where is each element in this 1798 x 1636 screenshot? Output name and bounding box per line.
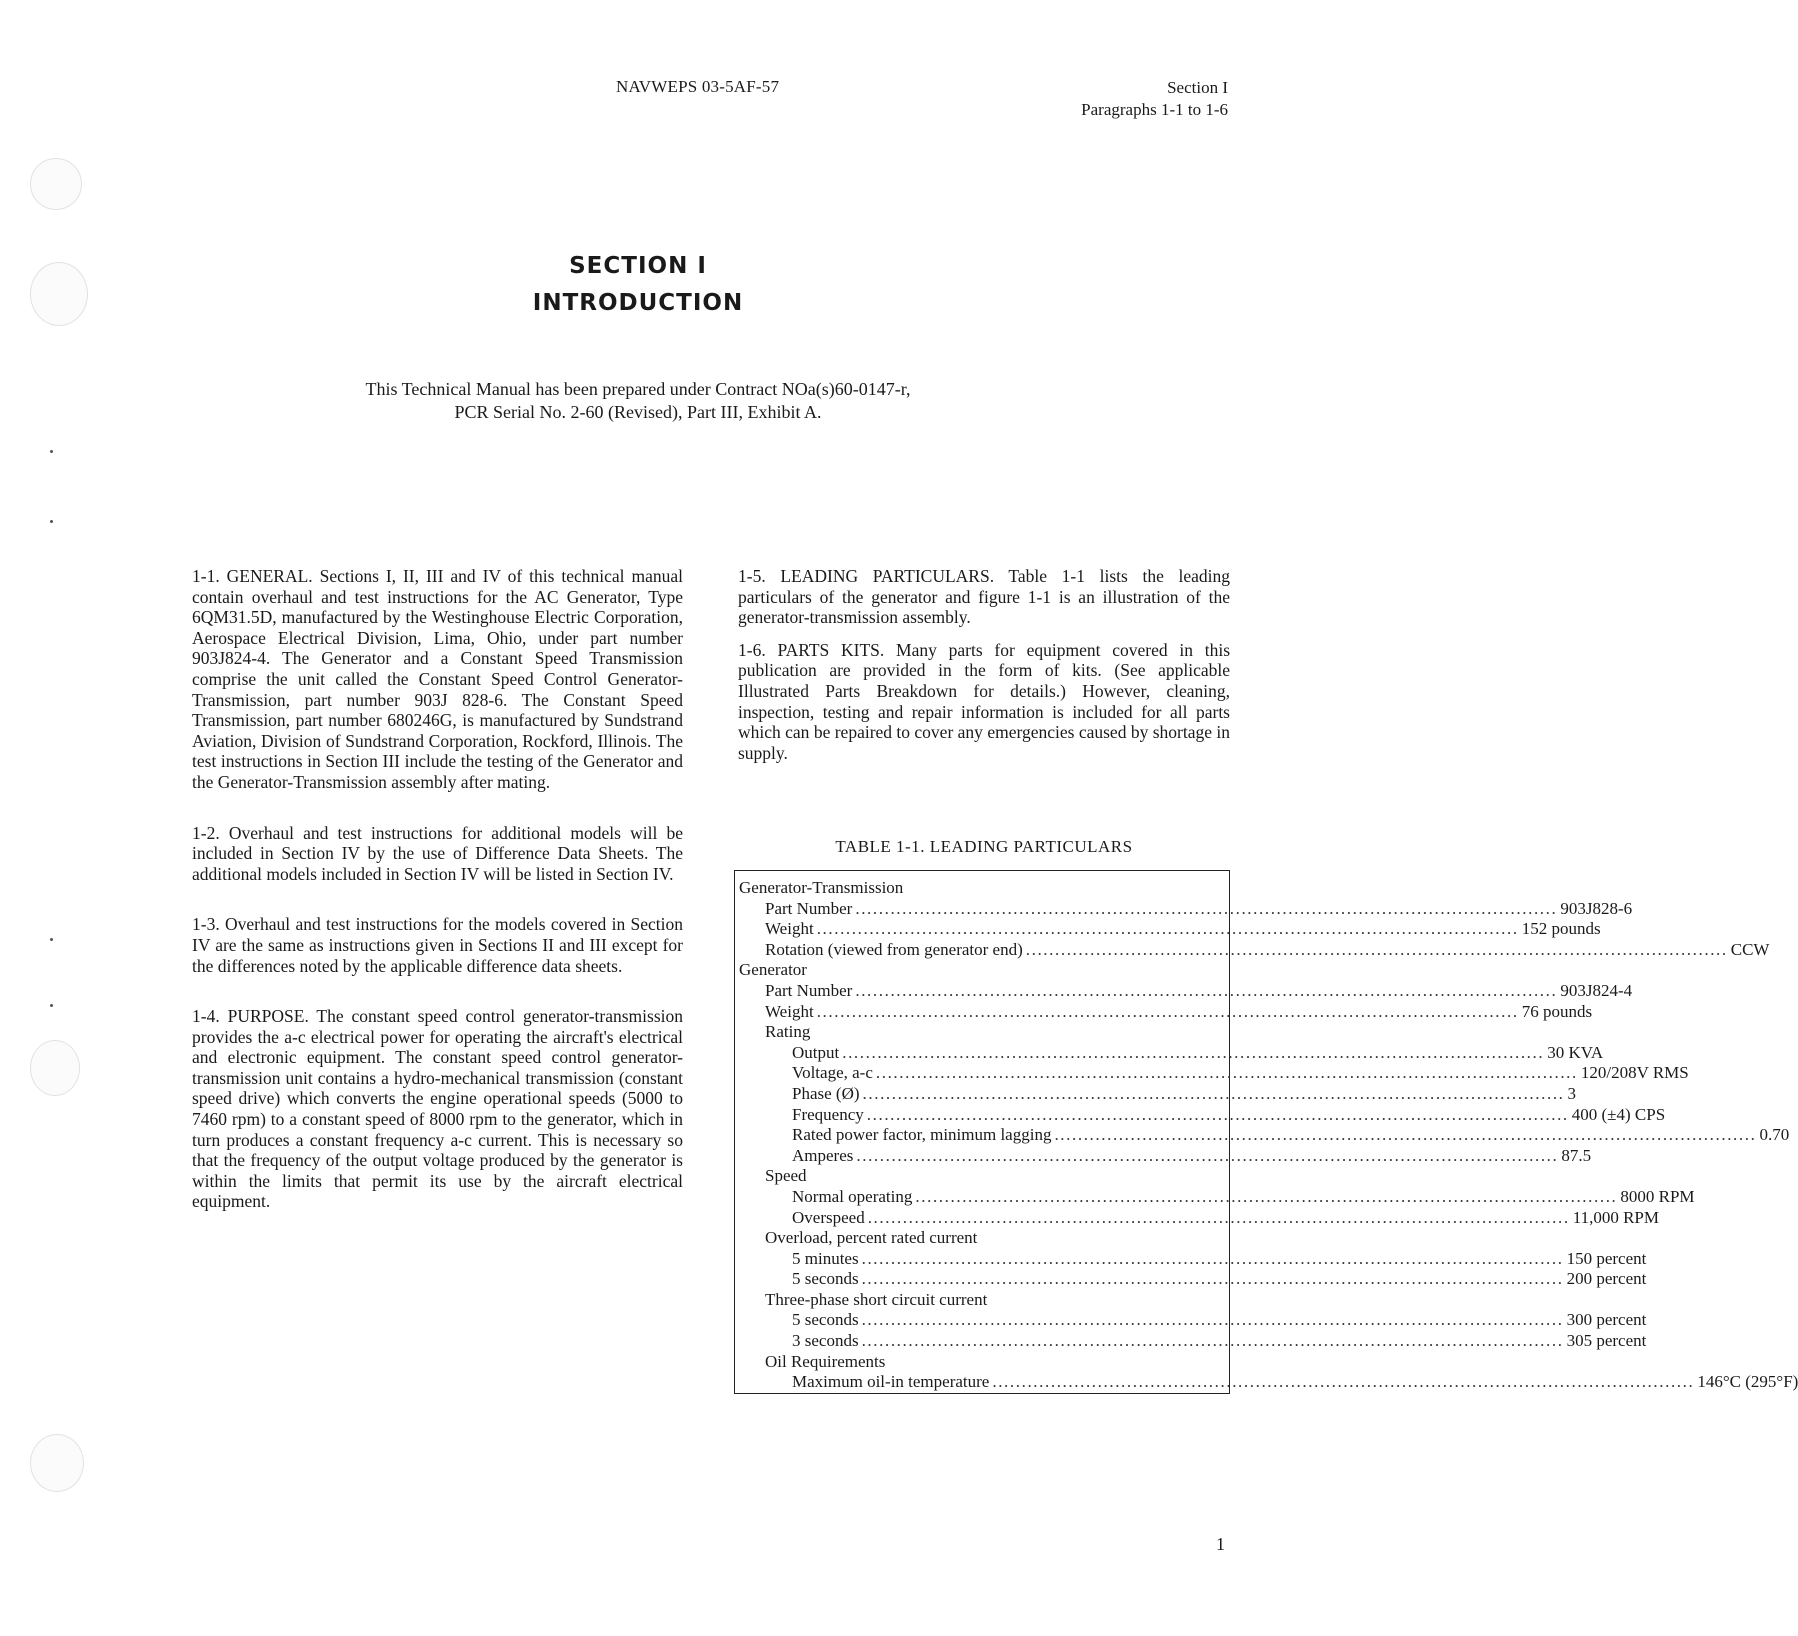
paragraph-purpose: 1-4. PURPOSE. The constant speed control generator-transmission provides the a-c electrical power for operating the aircraft's electrical and electronic equipment. The constant speed control generator-transmission unit contains a hydro-mechanical transmission (constant speed drive) which converts the engine operational speeds (5000 to 7460 rpm) to a constant speed of 8000 rpm to the generator, which in turn produces a constant frequency a-c current. This is necessary so that the frequency of the output voltage produced by the generator is within the limits that permit its use by the aircraft electrical equipment. bbox=[192, 1006, 683, 1212]
table-row bbox=[735, 878, 1229, 899]
row-value: 87.5 bbox=[1561, 1145, 1592, 1165]
row-label: 5 minutes bbox=[792, 1248, 859, 1268]
table-row bbox=[735, 1166, 1229, 1187]
table-row bbox=[735, 919, 1601, 940]
row-value: 300 percent bbox=[1566, 1310, 1647, 1330]
dot-leader: ........................................................................................................................ bbox=[861, 1310, 1564, 1330]
dot-leader: ........................................................................................................................ bbox=[861, 1269, 1564, 1289]
binder-hole bbox=[30, 1040, 80, 1096]
row-label: Maximum oil-in temperature bbox=[792, 1372, 990, 1392]
row-value: 8000 RPM bbox=[1620, 1186, 1695, 1206]
table-row bbox=[735, 1269, 1647, 1290]
scan-speck bbox=[50, 450, 53, 453]
row-value: 3 bbox=[1567, 1083, 1577, 1103]
row-label: 3 seconds bbox=[792, 1331, 859, 1351]
row-label: Normal operating bbox=[792, 1186, 913, 1206]
row-label: Three-phase short circuit current bbox=[765, 1289, 988, 1309]
table-row bbox=[735, 1207, 1659, 1229]
row-label: Weight bbox=[765, 1001, 814, 1021]
row-label: Rotation (viewed from generator end) bbox=[765, 939, 1023, 959]
row-label: Part Number bbox=[765, 980, 853, 1000]
row-label: Oil Requirements bbox=[765, 1351, 886, 1371]
section-title bbox=[0, 248, 1276, 322]
table-row bbox=[735, 1331, 1647, 1352]
paragraph-general: 1-1. GENERAL. Sections I, II, III and IV of this technical manual contain overhaul and test instructions for the AC Generator, Type 6QM31.5D, manufactured by the Westinghouse Electric Corporation, Aerospace Electrical Division, Lima, Ohio, under part number 903J824-4. The Generator and a Constant Speed Transmission comprise the unit called the Constant Speed Control Generator-Transmission, part number 903J 828-6. The Constant Speed Transmission, part number 680246G, is manufactured by Sundstrand Aviation, Division of Sundstrand Corporation, Rockford, Illinois. The test instructions in Section III include the testing of the Generator and the Generator-Transmission assembly after mating. bbox=[192, 566, 683, 792]
row-label: Amperes bbox=[792, 1145, 854, 1165]
table-row bbox=[735, 1001, 1593, 1023]
section-label: Section I bbox=[1167, 78, 1228, 97]
section-title-line2: INTRODUCTION bbox=[532, 290, 744, 316]
dot-leader: ........................................................................................................................ bbox=[867, 1207, 1570, 1227]
row-label: Overload, percent rated current bbox=[765, 1228, 978, 1248]
row-label: Weight bbox=[765, 919, 814, 939]
dot-leader: ........................................................................................................................ bbox=[856, 1145, 1559, 1165]
dot-leader: ........................................................................................................................ bbox=[861, 1331, 1564, 1351]
dot-leader: ........................................................................................................................ bbox=[915, 1186, 1618, 1206]
scan-speck bbox=[50, 938, 53, 941]
row-value: 0.70 bbox=[1759, 1125, 1790, 1145]
binder-hole bbox=[30, 158, 82, 210]
left-column bbox=[192, 566, 683, 1242]
row-label: Phase (Ø) bbox=[792, 1083, 860, 1103]
scan-speck bbox=[50, 520, 53, 523]
row-label: Frequency bbox=[792, 1104, 864, 1124]
table-row bbox=[735, 1042, 1604, 1064]
table-row bbox=[735, 1083, 1577, 1105]
scan-speck bbox=[50, 1004, 53, 1007]
contract-notice bbox=[0, 378, 1276, 424]
row-value: 400 (±4) CPS bbox=[1571, 1104, 1666, 1124]
binder-hole bbox=[30, 1434, 84, 1492]
row-value: 150 percent bbox=[1566, 1248, 1647, 1268]
row-label: Speed bbox=[765, 1166, 807, 1186]
doc-number: NAVWEPS 03-5AF-57 bbox=[616, 77, 780, 96]
dot-leader: ........................................................................................................................ bbox=[992, 1372, 1695, 1392]
table-row bbox=[735, 1022, 1229, 1043]
leading-particulars-table bbox=[734, 870, 1798, 1394]
row-value: 76 pounds bbox=[1521, 1001, 1593, 1021]
paragraph-additional-models: 1-2. Overhaul and test instructions for additional models will be included in Section IV by the use of Difference Data Sheets. The additional models included in Section IV will be listed in Section IV. bbox=[192, 822, 683, 884]
table-caption: TABLE 1-1. LEADING PARTICULARS bbox=[835, 837, 1133, 856]
row-value: CCW bbox=[1730, 939, 1770, 959]
row-label: Rated power factor, minimum lagging bbox=[792, 1125, 1052, 1145]
row-label: Part Number bbox=[765, 898, 853, 918]
paragraph-section-iv-models: 1-3. Overhaul and test instructions for the models covered in Section IV are the same as instructions given in Sections II and III except for the differences noted by the applicable difference data sheets. bbox=[192, 914, 683, 976]
contract-line1: This Technical Manual has been prepared under Contract NOa(s)60-0147-r, bbox=[365, 379, 911, 399]
row-value: 146°C (295°F) bbox=[1697, 1372, 1798, 1392]
table-row bbox=[735, 1228, 1229, 1249]
dot-leader: ........................................................................................................................ bbox=[861, 1248, 1564, 1268]
dot-leader: ........................................................................................................................ bbox=[842, 1042, 1545, 1062]
row-label: 5 seconds bbox=[792, 1269, 859, 1289]
dot-leader: ........................................................................................................................ bbox=[862, 1083, 1565, 1103]
row-label: Overspeed bbox=[792, 1207, 865, 1227]
paragraph-parts-kits: 1-6. PARTS KITS. Many parts for equipment covered in this publication are provided in the form of kits. (See applicable Illustrated Parts Breakdown for details.) However, cleaning, inspection, testing and repair information is included for all parts which can be repaired to cover any emergencies caused by shortage in supply. bbox=[738, 639, 1230, 763]
row-label: Voltage, a-c bbox=[792, 1063, 873, 1083]
table-row bbox=[735, 939, 1770, 961]
table-row bbox=[735, 1104, 1666, 1126]
dot-leader: ........................................................................................................................ bbox=[1025, 939, 1728, 959]
row-label: Generator bbox=[739, 960, 807, 980]
dot-leader: ........................................................................................................................ bbox=[855, 980, 1558, 1000]
table-row bbox=[735, 1186, 1695, 1208]
paragraph-leading-particulars: 1-5. LEADING PARTICULARS. Table 1-1 lists the leading particulars of the generator and figure 1-1 is an illustration of the generator-transmission assembly. bbox=[738, 566, 1230, 628]
row-value: 903J824-4 bbox=[1560, 980, 1633, 1000]
dot-leader: ........................................................................................................................ bbox=[1054, 1125, 1757, 1145]
page-number: 1 bbox=[1216, 1534, 1225, 1554]
row-value: 200 percent bbox=[1566, 1269, 1647, 1289]
paragraphs-label: Paragraphs 1-1 to 1-6 bbox=[1081, 100, 1228, 119]
table-row bbox=[735, 960, 1229, 981]
table-row bbox=[735, 1145, 1592, 1167]
table-row bbox=[735, 1372, 1798, 1393]
table-row bbox=[735, 1352, 1229, 1373]
row-value: 120/208V RMS bbox=[1580, 1063, 1689, 1083]
row-value: 903J828-6 bbox=[1560, 898, 1633, 918]
dot-leader: ........................................................................................................................ bbox=[855, 898, 1558, 918]
dot-leader: ........................................................................................................................ bbox=[866, 1104, 1569, 1124]
table-row bbox=[735, 1063, 1689, 1084]
dot-leader: ........................................................................................................................ bbox=[816, 919, 1519, 939]
table-row bbox=[735, 1125, 1790, 1146]
dot-leader: ........................................................................................................................ bbox=[875, 1063, 1578, 1083]
row-label: Output bbox=[792, 1042, 840, 1062]
table-row bbox=[735, 1290, 1229, 1311]
row-label: 5 seconds bbox=[792, 1310, 859, 1330]
section-title-line1: SECTION I bbox=[569, 253, 707, 279]
table-row bbox=[735, 1310, 1647, 1331]
table-row bbox=[735, 1248, 1647, 1270]
row-value: 30 KVA bbox=[1547, 1042, 1604, 1062]
right-column bbox=[738, 566, 1230, 775]
row-label: Rating bbox=[765, 1022, 811, 1042]
section-reference bbox=[1081, 77, 1228, 121]
row-value: 152 pounds bbox=[1521, 919, 1601, 939]
dot-leader: ........................................................................................................................ bbox=[816, 1001, 1519, 1021]
row-label: Generator-Transmission bbox=[739, 878, 904, 897]
row-value: 305 percent bbox=[1566, 1331, 1647, 1351]
row-value: 11,000 RPM bbox=[1572, 1207, 1659, 1227]
table-row bbox=[735, 980, 1633, 1002]
table-row bbox=[735, 898, 1633, 920]
contract-line2: PCR Serial No. 2-60 (Revised), Part III, Exhibit A. bbox=[454, 402, 822, 422]
